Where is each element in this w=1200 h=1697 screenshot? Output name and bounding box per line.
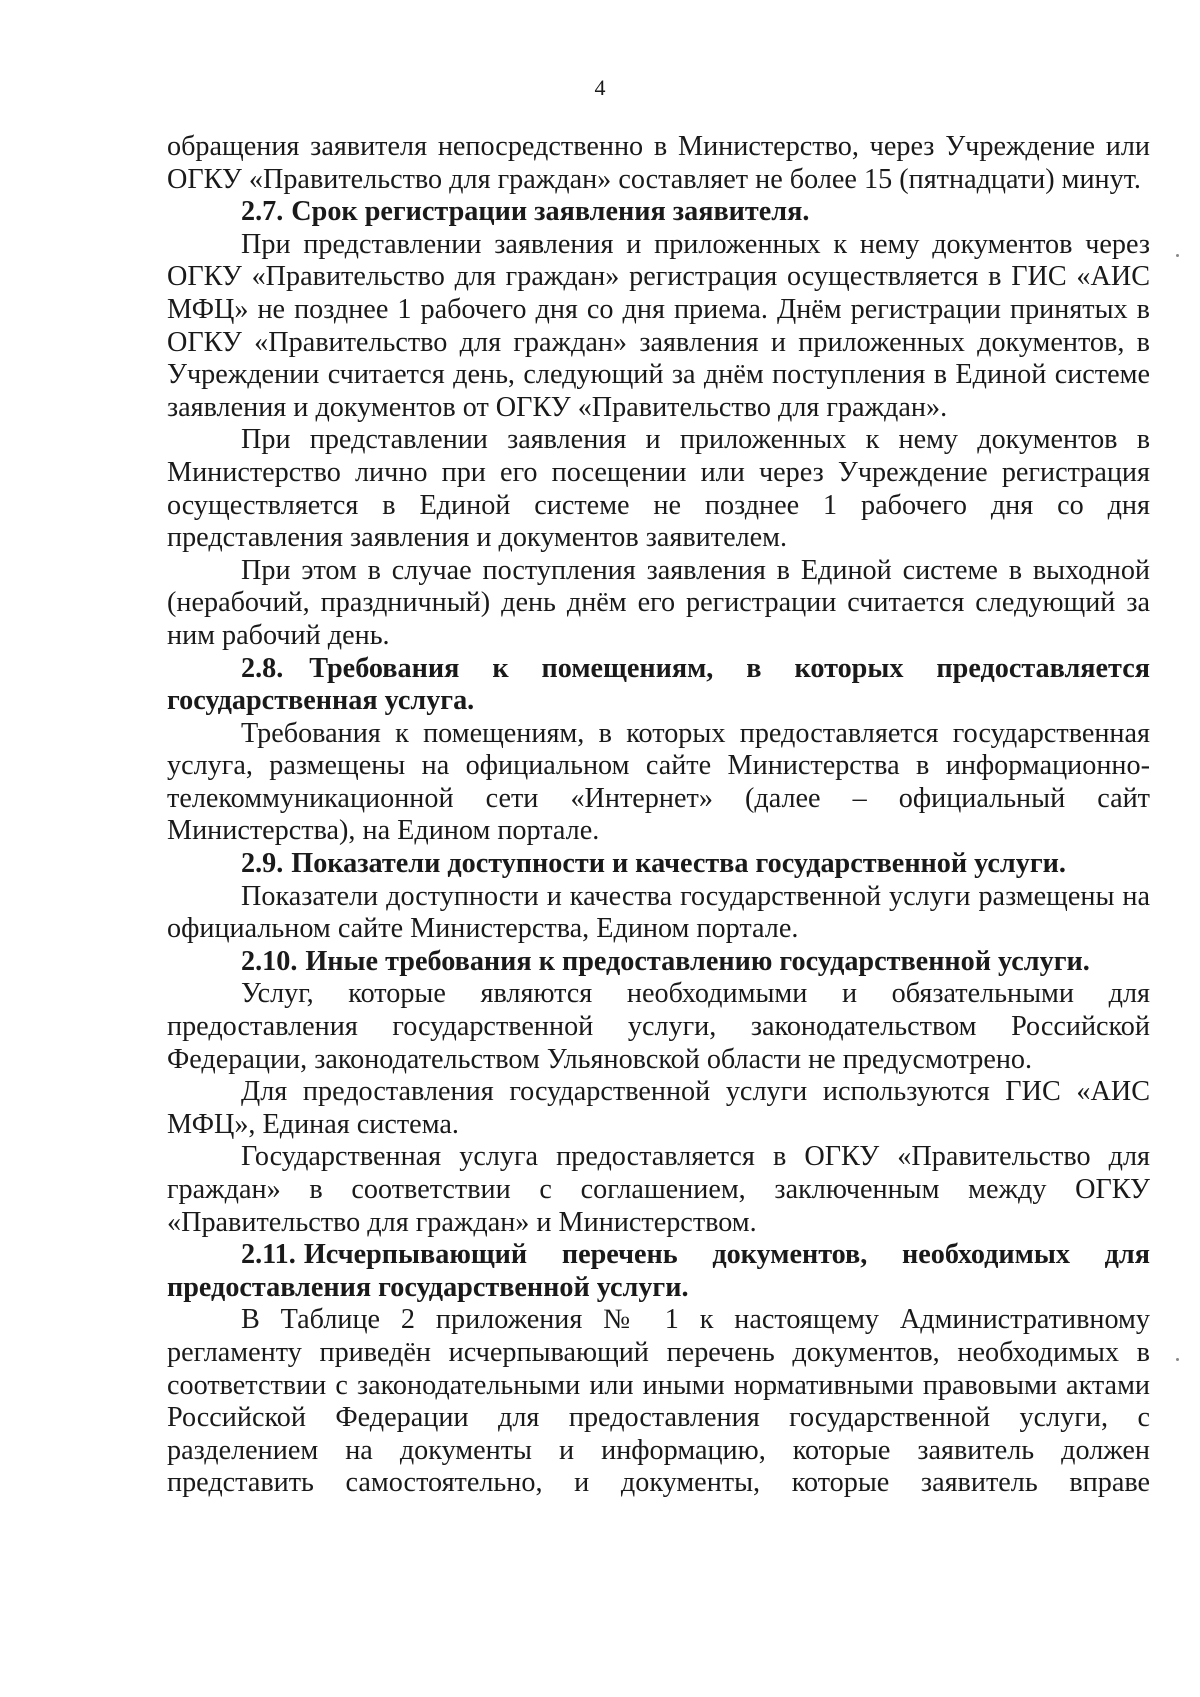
section-number: 2.8. — [241, 652, 284, 684]
paragraph: Показатели доступности и качества государственной услуги размещены на официальном сайте Министерства, Едином портале. — [167, 880, 1150, 945]
paragraph: При этом в случае поступления заявления в Единой системе в выходной (нерабочий, праздничный) день днём его регистрации считается следующий за ним рабочий день. — [167, 554, 1150, 651]
paragraph: При представлении заявления и приложенных к нему документов через ОГКУ «Правительство для граждан» регистрация осуществляется в ГИС «АИС МФЦ» не позднее 1 рабочего дня со дня приема. Днём регистрации принятых в ОГКУ «Правительство для граждан» заявления и приложенных документов, в Учреждении считается день, следующий за днём поступления в Единой системе заявления и документов от ОГКУ «Правительство для граждан». — [167, 228, 1150, 423]
scan-speck — [1176, 1358, 1179, 1361]
section-heading-2-10 — [167, 946, 1150, 979]
paragraph: В Таблице 2 приложения № 1 к настоящему Административному регламенту приведён исчерпывающий перечень документов, необходимых в соответствии с законодательными или иными нормативными правовыми актами Российской Федерации для предоставления государственной услуги, с разделением на документы и информацию, которые заявитель должен представить самостоятельно, и документы, которые заявитель вправе — [167, 1304, 1150, 1499]
paragraph-continuation: обращения заявителя непосредственно в Министерство, через Учреждение или ОГКУ «Правительство для граждан» составляет не более 15 (пятнадцати) минут. — [167, 131, 1150, 195]
page-number: 4 — [594, 75, 606, 100]
section-number: 2.11. — [241, 1239, 296, 1271]
paragraph: Требования к помещениям, в которых предоставляется государственная услуга, размещены на официальном сайте Министерства в информационно-телекоммуникационной сети «Интернет» (далее – официальный сайт Министерства), на Едином портале. — [167, 717, 1150, 847]
section-number: 2.9. — [241, 848, 284, 880]
paragraph: Для предоставления государственной услуги используются ГИС «АИС МФЦ», Единая система. — [167, 1076, 1150, 1140]
paragraph: Государственная услуга предоставляется в ОГКУ «Правительство для граждан» в соответствии с соглашением, заключенным между ОГКУ «Правительство для граждан» и Министерством. — [167, 1141, 1150, 1238]
section-title: Требования к помещениям, в которых предоставляется государственная услуга. — [167, 652, 1150, 717]
section-title: Иные требования к предоставлению государственной услуги. — [305, 945, 1090, 977]
section-heading-2-8 — [167, 653, 1150, 718]
section-number: 2.7. — [241, 196, 284, 228]
scan-speck — [1176, 254, 1179, 257]
paragraph: Услуг, которые являются необходимыми и обязательными для предоставления государственной услуги, законодательством Российской Федерации, законодательством Ульяновской области не предусмотрено. — [167, 978, 1150, 1075]
section-title: Показатели доступности и качества государственной услуги. — [291, 848, 1066, 880]
section-heading-2-11 — [167, 1239, 1150, 1304]
section-heading-2-9 — [167, 848, 1150, 881]
section-heading-2-7 — [167, 196, 1150, 229]
section-title: Исчерпывающий перечень документов, необходимых для предоставления государственной услуги. — [167, 1239, 1150, 1303]
document-body — [167, 131, 1150, 1500]
section-number: 2.10. — [241, 945, 298, 977]
section-title: Срок регистрации заявления заявителя. — [291, 196, 810, 228]
paragraph: При представлении заявления и приложенных к нему документов в Министерство лично при его посещении или через Учреждение регистрация осуществляется в Единой системе не позднее 1 рабочего дня со дня представления заявления и документов заявителем. — [167, 424, 1150, 554]
